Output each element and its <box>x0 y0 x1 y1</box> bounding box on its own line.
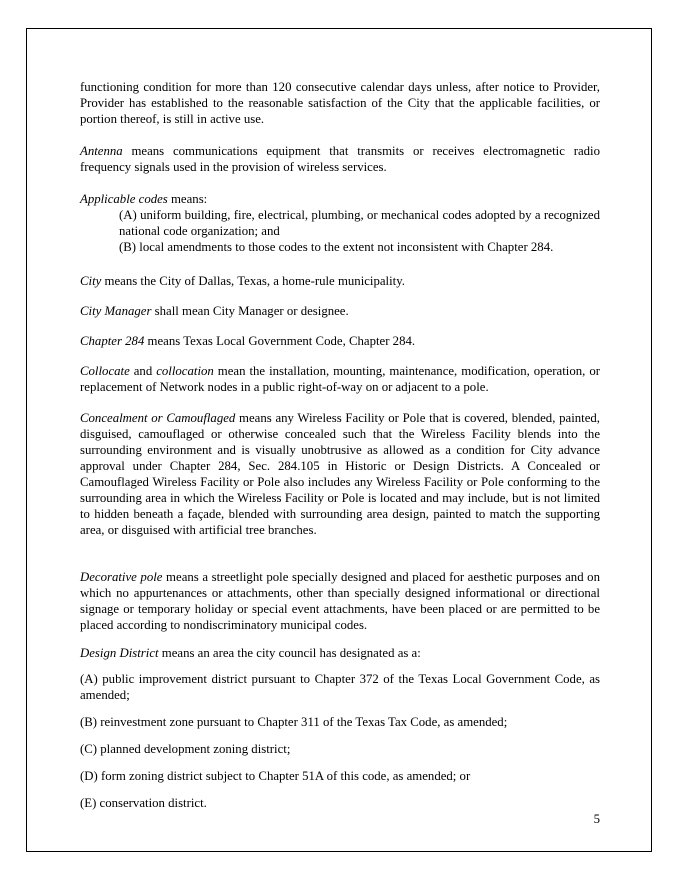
design-district-item-b: (B) reinvestment zone pursuant to Chapter 311 of the Texas Tax Code, as amended; <box>80 715 508 729</box>
definition-chapter-284 <box>80 333 600 349</box>
design-district-item-e: (E) conservation district. <box>80 796 207 810</box>
definition-city-manager <box>80 303 600 319</box>
term-decorative-pole: Decorative pole <box>80 570 163 584</box>
design-district-item-d: (D) form zoning district subject to Chapter 51A of this code, as amended; or <box>80 769 471 783</box>
term-applicable-codes: Applicable codes <box>80 192 168 206</box>
page-number: 5 <box>593 812 600 826</box>
document-body <box>80 79 600 811</box>
definition-text: means: <box>167 192 208 206</box>
applicable-codes-list <box>119 207 600 255</box>
definition-text: means Texas Local Government Code, Chapter 284. <box>144 334 416 348</box>
definition-concealment <box>80 410 600 538</box>
definition-applicable-codes <box>80 191 600 207</box>
list-item: (B) local amendments to those codes to the extent not inconsistent with Chapter 284. <box>119 240 554 254</box>
definition-decorative-pole <box>80 569 600 633</box>
design-district-item-c: (C) planned development zoning district; <box>80 742 291 756</box>
definition-antenna <box>80 143 600 175</box>
definition-text: means the City of Dallas, Texas, a home-rule municipality. <box>101 274 405 288</box>
term-collocation: collocation <box>156 364 214 378</box>
definition-text: means a streetlight pole specially designed and placed for aesthetic purposes and on which no appurtenances or attachments, other than specially designed informational or directional signage or temporary holiday or special event attachments, have been placed or are permitted to be placed according to nondiscriminatory municipal codes. <box>80 570 600 632</box>
definition-text: shall mean City Manager or designee. <box>151 304 349 318</box>
term-antenna: Antenna <box>80 144 123 158</box>
definition-text: means any Wireless Facility or Pole that is covered, blended, painted, disguised, camouflaged or otherwise concealed such that the Wireless Facility blends into the surrounding environment and is visually unobtrusive as allowed as a condition for City advance approval under Chapter 284, Sec. 284.105 in Historic or Design Districts. A Concealed or Camouflaged Wireless Facility or Pole also includes any Wireless Facility or Pole conforming to the surrounding area in which the Wireless Facility or Pole is located and may include, but is not limited to hidden beneath a façade, blended with surrounding area design, painted to match the supporting area, or disguised with artificial tree branches. <box>80 411 600 537</box>
term-design-district: Design District <box>80 646 159 660</box>
definition-connector: and <box>129 364 157 378</box>
definition-design-district <box>80 645 600 661</box>
design-district-item-a: (A) public improvement district pursuant to Chapter 372 of the Texas Local Government Code, as amended; <box>80 672 600 702</box>
definition-collocate <box>80 363 600 395</box>
term-collocate: Collocate <box>80 364 130 378</box>
term-city-manager: City Manager <box>80 304 152 318</box>
definition-city <box>80 273 600 289</box>
term-chapter-284: Chapter 284 <box>80 334 145 348</box>
list-item: (A) uniform building, fire, electrical, plumbing, or mechanical codes adopted by a recognized national code organization; and <box>119 208 600 238</box>
definition-text: means communications equipment that transmits or receives electromagnetic radio frequency signals used in the provision of wireless services. <box>80 144 600 174</box>
definition-text: means an area the city council has designated as a: <box>158 646 421 660</box>
term-concealment: Concealment or Camouflaged <box>80 411 236 425</box>
abandonment-continuation: functioning condition for more than 120 consecutive calendar days unless, after notice to Provider, Provider has established to the reasonable satisfaction of the City that the applicable facilities, or portion thereof, is still in active use. <box>80 80 600 126</box>
definition-text: mean the installation, mounting, maintenance, modification, operation, or replacement of Network nodes in a public right-of-way on or adjacent to a pole. <box>80 364 600 394</box>
term-city: City <box>80 274 102 288</box>
